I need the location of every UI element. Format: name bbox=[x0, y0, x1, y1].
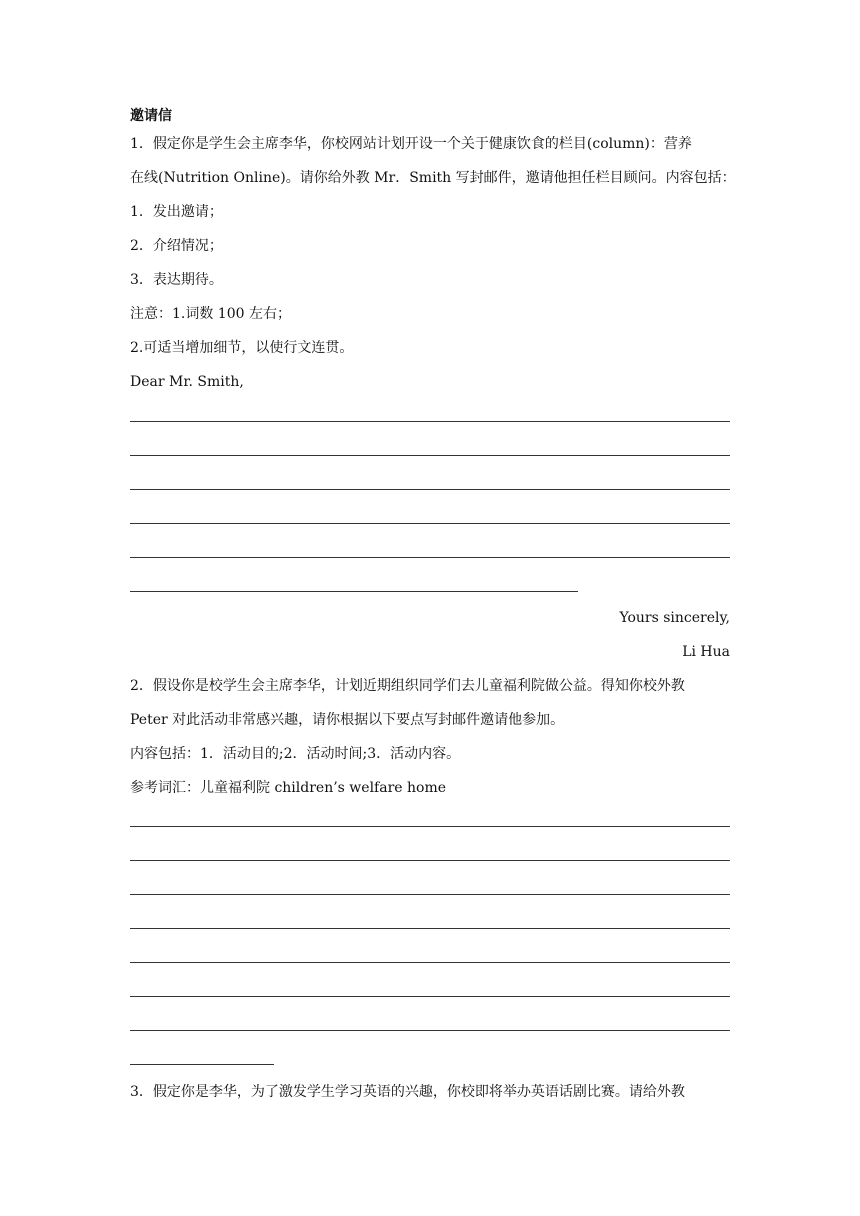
q2-content: 内容包括：1．活动目的;2．活动时间;3．活动内容。 bbox=[130, 746, 461, 762]
q2-prompt-line2: Peter 对此活动非常感兴趣，请你根据以下要点写封邮件邀请他参加。 bbox=[130, 712, 565, 728]
q1-answer-line bbox=[130, 455, 730, 456]
q2-answer-line bbox=[130, 962, 730, 963]
q1-answer-line bbox=[130, 557, 730, 558]
q2-vocab: 参考词汇：儿童福利院 children’s welfare home bbox=[130, 780, 447, 796]
q3-prompt-line1: 3．假定你是李华，为了激发学生学习英语的兴趣，你校即将举办英语话剧比赛。请给外教 bbox=[130, 1084, 685, 1100]
q1-note-2: 2.可适当增加细节，以使行文连贯。 bbox=[130, 340, 354, 356]
q2-answer-line bbox=[130, 1030, 730, 1031]
q1-answer-line bbox=[130, 489, 730, 490]
q2-answer-line bbox=[130, 928, 730, 929]
q1-closing: Yours sincerely, bbox=[619, 610, 730, 626]
q1-point-1: 1．发出邀请； bbox=[130, 204, 223, 220]
q2-answer-line bbox=[130, 894, 730, 895]
q2-answer-line-short bbox=[130, 1064, 274, 1065]
section-heading: 邀请信 bbox=[130, 108, 172, 124]
q1-answer-line-short bbox=[130, 591, 578, 592]
q2-answer-line bbox=[130, 860, 730, 861]
q1-answer-line bbox=[130, 523, 730, 524]
q1-point-2: 2．介绍情况； bbox=[130, 238, 223, 254]
q1-salutation: Dear Mr. Smith, bbox=[130, 374, 244, 390]
q1-point-3: 3．表达期待。 bbox=[130, 272, 223, 288]
q1-prompt-line1: 1．假定你是学生会主席李华，你校网站计划开设一个关于健康饮食的栏目(column)：营养 bbox=[130, 136, 692, 152]
q1-signature: Li Hua bbox=[682, 644, 730, 660]
q2-answer-line bbox=[130, 996, 730, 997]
q1-prompt-line2: 在线(Nutrition Online)。请你给外教 Mr．Smith 写封邮件，邀请他担任栏目顾问。内容包括： bbox=[130, 170, 736, 186]
q2-answer-line bbox=[130, 826, 730, 827]
q1-note-1: 注意：1.词数 100 左右； bbox=[130, 306, 291, 322]
q1-answer-line bbox=[130, 421, 730, 422]
q2-prompt-line1: 2．假设你是校学生会主席李华，计划近期组织同学们去儿童福利院做公益。得知你校外教 bbox=[130, 678, 685, 694]
